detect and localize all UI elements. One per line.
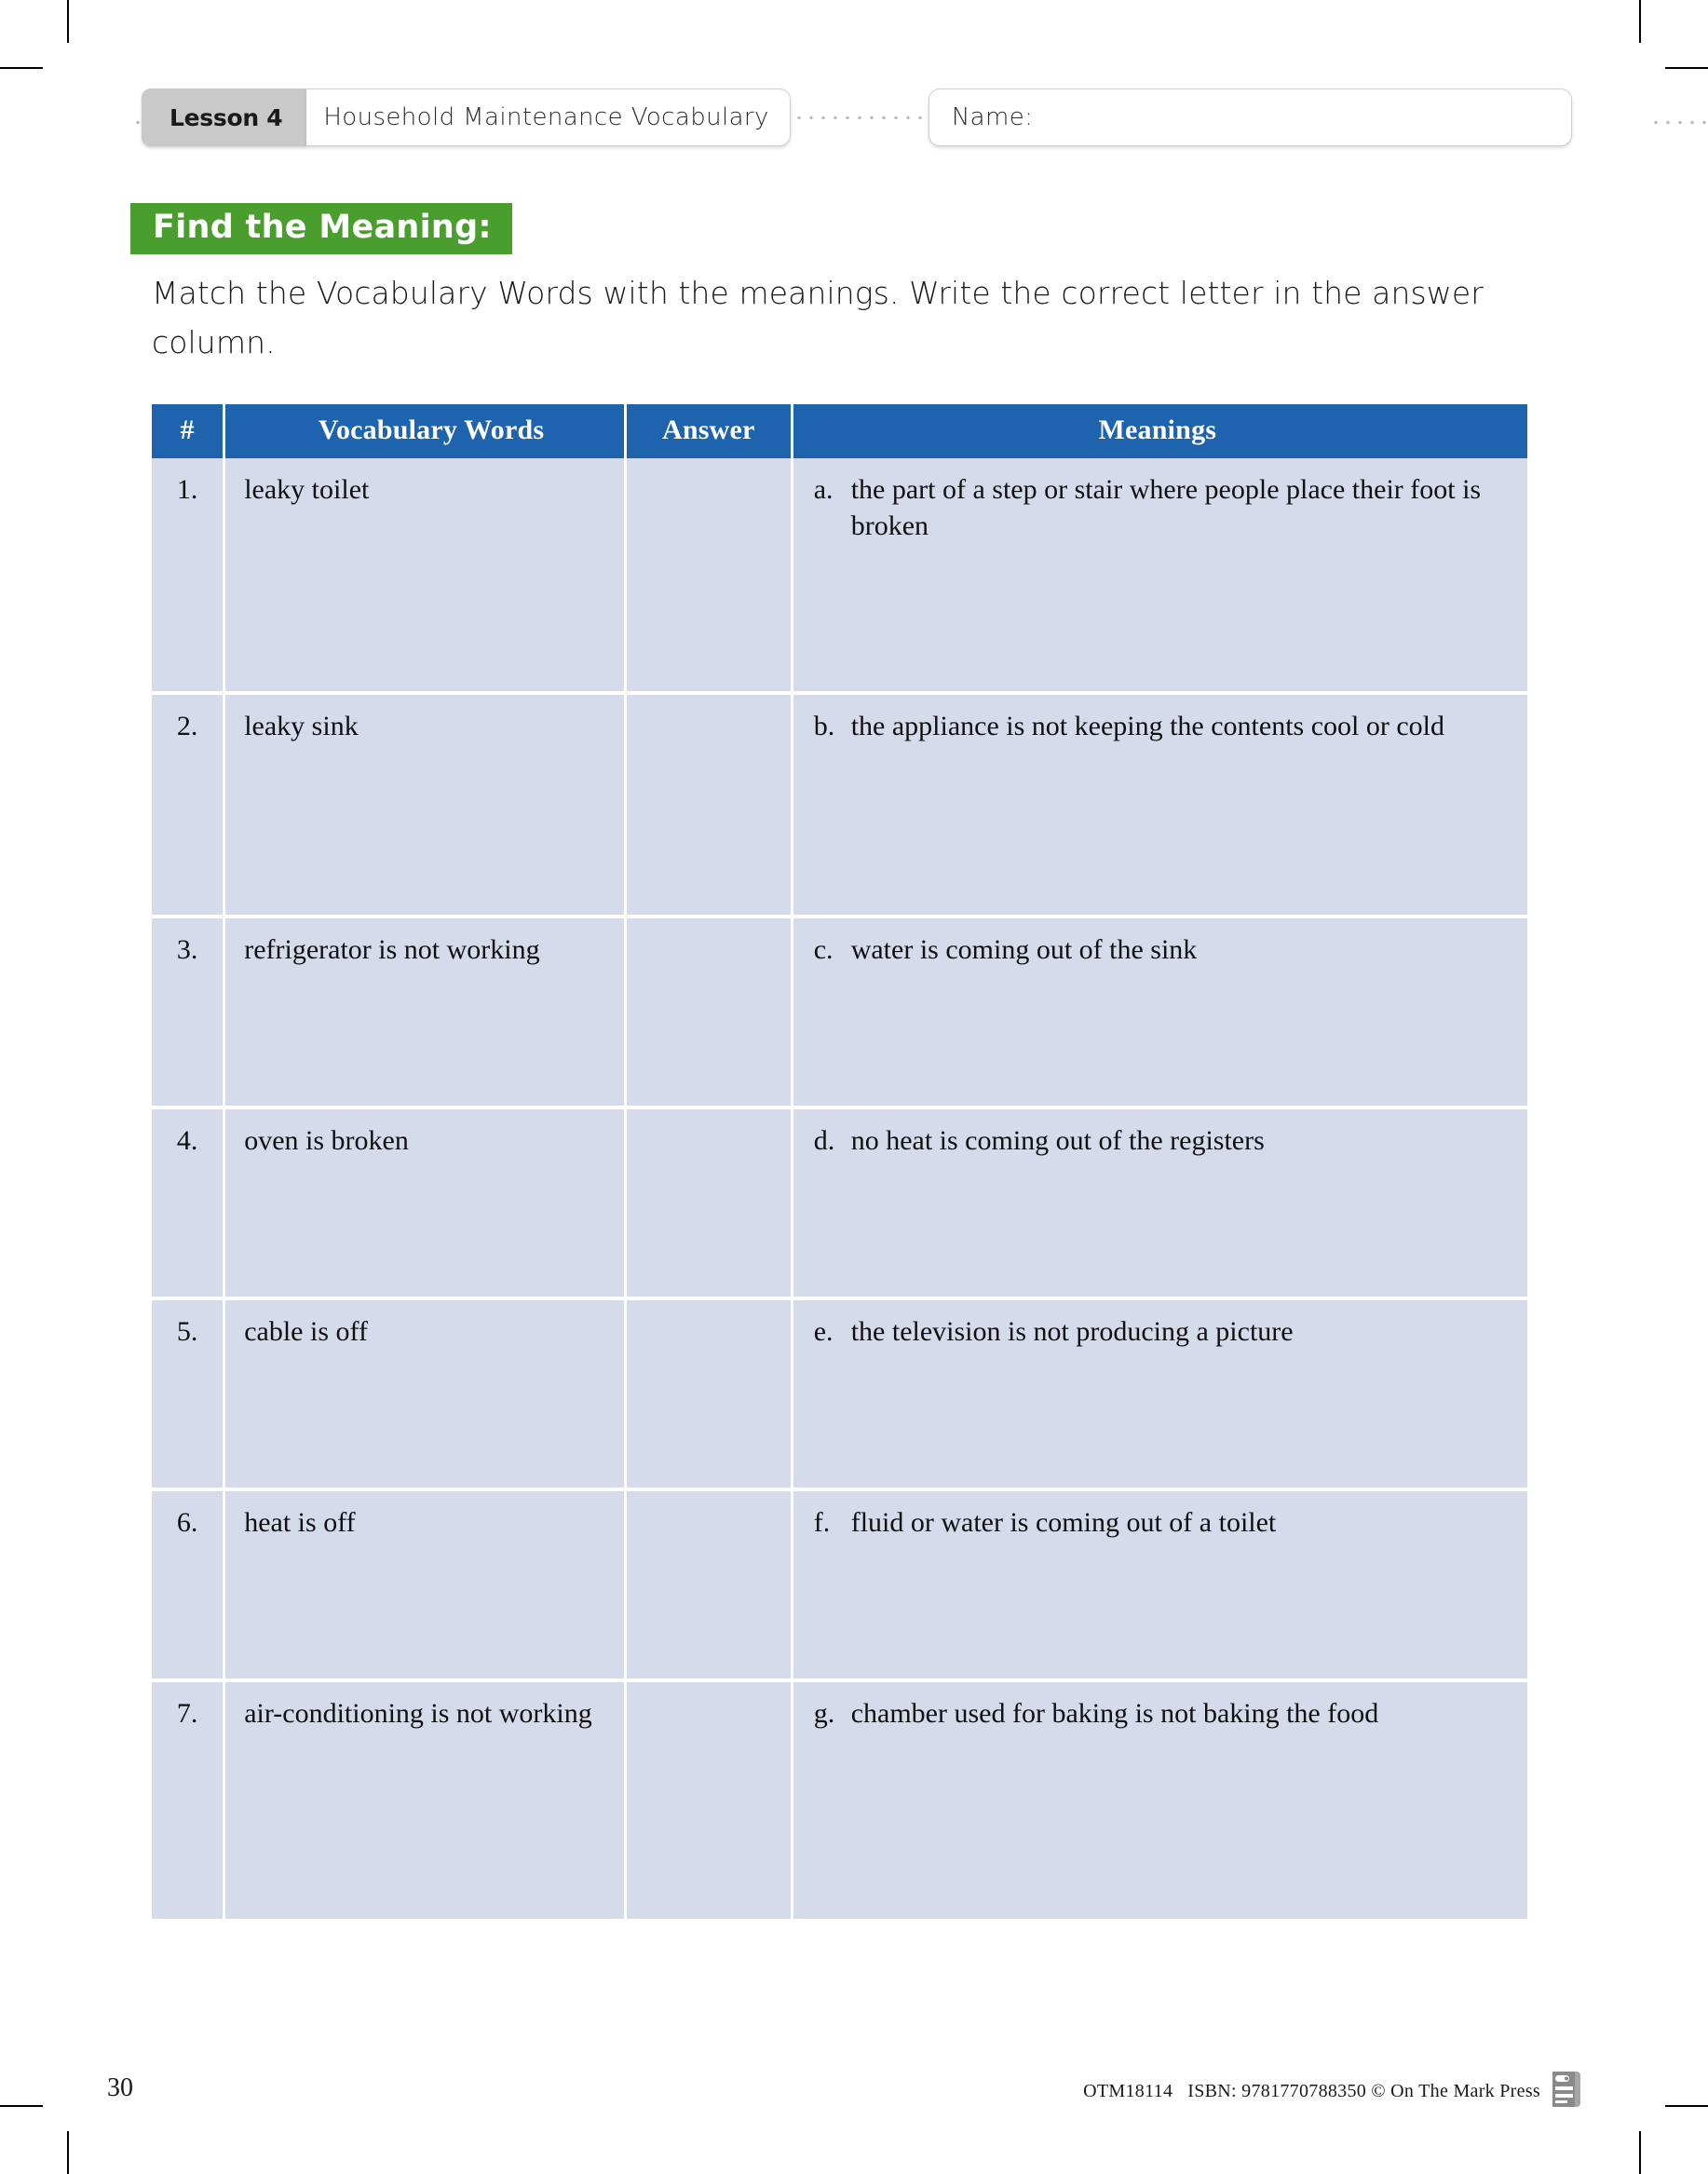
header-dot-tail <box>1652 119 1708 126</box>
matching-table <box>152 404 1527 1919</box>
row-vocabulary-word: cable is off <box>225 1300 627 1491</box>
row-vocabulary-word: air-conditioning is not working <box>225 1682 627 1919</box>
table-row <box>152 695 1527 918</box>
lesson-tab <box>142 88 306 146</box>
row-meaning-cell <box>793 458 1527 695</box>
row-meaning-cell <box>793 1682 1527 1919</box>
meaning-letter: g. <box>813 1698 835 1729</box>
crop-mark-bottom-left-vertical <box>67 2131 69 2174</box>
table-head <box>152 404 1527 458</box>
header-number: # <box>152 404 225 458</box>
table-row <box>152 1300 1527 1491</box>
header-vocabulary: Vocabulary Words <box>225 404 627 458</box>
crop-mark-top-left-horizontal <box>0 67 43 69</box>
row-meaning-cell <box>793 918 1527 1109</box>
row-number: 2. <box>152 695 225 918</box>
row-meaning-cell <box>793 1300 1527 1491</box>
meaning-text: the part of a step or stair where people place their foot is broken <box>850 474 1482 541</box>
page-number: 30 <box>107 2073 133 2102</box>
lesson-title-box <box>306 88 790 146</box>
name-field[interactable] <box>929 88 1572 146</box>
lesson-tab-label: Lesson 4 <box>169 103 283 131</box>
meaning-letter: a. <box>813 474 834 505</box>
row-meaning-cell <box>793 1491 1527 1682</box>
worksheet-header <box>142 88 1572 146</box>
section-banner <box>130 203 512 254</box>
row-vocabulary-word: heat is off <box>225 1491 627 1682</box>
table-body <box>152 458 1527 1919</box>
row-number: 3. <box>152 918 225 1109</box>
instructions-text: Match the Vocabulary Words with the meanings. Write the correct letter in the answer column. <box>152 275 1484 361</box>
row-number: 1. <box>152 458 225 695</box>
row-meaning-cell <box>793 1109 1527 1300</box>
press-logo-icon <box>1549 2070 1582 2109</box>
meaning-text: fluid or water is coming out of a toilet <box>850 1507 1277 1538</box>
row-answer-blank[interactable] <box>627 695 793 918</box>
row-number: 6. <box>152 1491 225 1682</box>
meaning-letter: c. <box>813 934 834 965</box>
row-number: 7. <box>152 1682 225 1919</box>
meaning-letter: d. <box>813 1125 835 1156</box>
crop-mark-top-right-vertical <box>1639 0 1641 43</box>
crop-mark-bottom-right-horizontal <box>1665 2105 1708 2107</box>
table-row <box>152 918 1527 1109</box>
table-row <box>152 458 1527 695</box>
row-answer-blank[interactable] <box>627 1109 793 1300</box>
row-answer-blank[interactable] <box>627 918 793 1109</box>
crop-mark-bottom-right-vertical <box>1639 2131 1641 2174</box>
header-meanings: Meanings <box>793 404 1527 458</box>
row-vocabulary-word: oven is broken <box>225 1109 627 1300</box>
row-vocabulary-word: refrigerator is not working <box>225 918 627 1109</box>
meaning-letter: e. <box>813 1316 834 1347</box>
row-number: 4. <box>152 1109 225 1300</box>
row-answer-blank[interactable] <box>627 1300 793 1491</box>
header-answer: Answer <box>627 404 793 458</box>
name-field-label: Name: <box>951 103 1034 131</box>
meaning-text: chamber used for baking is not baking the food <box>850 1698 1379 1729</box>
dotted-line <box>791 115 929 121</box>
table-row <box>152 1109 1527 1300</box>
section-banner-title: Find the Meaning: <box>153 209 492 246</box>
meaning-letter: b. <box>813 711 835 741</box>
meaning-text: no heat is coming out of the registers <box>850 1125 1265 1156</box>
meaning-text: the television is not producing a picture <box>850 1316 1294 1347</box>
row-vocabulary-word: leaky toilet <box>225 458 627 695</box>
table-row <box>152 1682 1527 1919</box>
row-answer-blank[interactable] <box>627 458 793 695</box>
crop-mark-top-left-vertical <box>67 0 69 43</box>
row-vocabulary-word: leaky sink <box>225 695 627 918</box>
table-header-row <box>152 404 1527 458</box>
meaning-text: water is coming out of the sink <box>850 934 1198 965</box>
table-row <box>152 1491 1527 1682</box>
row-number: 5. <box>152 1300 225 1491</box>
footer-credit <box>1083 2081 1540 2102</box>
row-answer-blank[interactable] <box>627 1682 793 1919</box>
row-answer-blank[interactable] <box>627 1491 793 1682</box>
isbn-copyright: ISBN: 9781770788350 © On The Mark Press <box>1187 2081 1540 2101</box>
crop-mark-top-right-horizontal <box>1665 67 1708 69</box>
crop-mark-bottom-left-horizontal <box>0 2105 43 2107</box>
meaning-letter: f. <box>813 1507 831 1538</box>
header-dot-connector <box>791 88 929 146</box>
product-code: OTM18114 <box>1083 2081 1173 2101</box>
lesson-title-text: Household Maintenance Vocabulary <box>323 103 769 131</box>
meaning-text: the appliance is not keeping the contents cool or cold <box>850 711 1445 741</box>
row-meaning-cell <box>793 695 1527 918</box>
